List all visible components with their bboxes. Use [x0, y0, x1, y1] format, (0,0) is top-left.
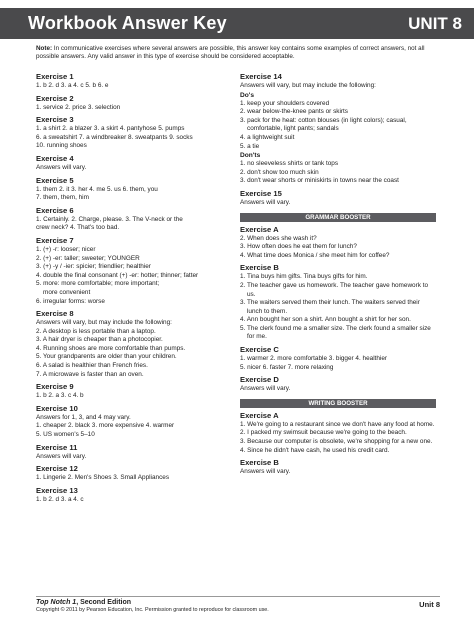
exercise-heading: Exercise 12	[36, 464, 78, 474]
answer-line: 3. pack for the heat: cotton blouses (in light colors); casual,	[240, 116, 407, 124]
answer-line: Answers will vary.	[240, 468, 291, 476]
answer-line: 3. The waiters served them their lunch. The waiters served their lunch to them.	[240, 299, 420, 315]
answer-line: 2. wear below-the-knee pants or skirts	[240, 108, 348, 116]
answer-line: 3. don't wear shorts or miniskirts in towns near the coast	[240, 177, 399, 185]
answer-line: 5. The clerk found me a smaller size. The clerk found a smaller size for me.	[240, 324, 431, 341]
exercise-heading: Exercise 10	[36, 403, 78, 413]
answer-line: 1. b 2. d 3. a 4. c 5. b 6. e	[36, 82, 109, 89]
footer-title	[36, 599, 440, 606]
note-paragraph	[36, 45, 436, 61]
answer-line: Answers for 1, 3, and 4 may vary.	[36, 413, 131, 421]
exercise-heading: Exercise A	[240, 410, 279, 420]
answer-line: comfortable, light pants; sandals	[247, 125, 339, 133]
answer-line: 1. a shirt 2. a blazer 3. a skirt 4. pantyhose 5. pumps	[36, 125, 185, 133]
answer-line: 1. cheaper 2. black 3. more expensive 4. warmer	[36, 422, 175, 430]
answer-line: 1. warmer 2. more comfortable 3. bigger 4. healthier	[240, 355, 388, 363]
answer-line: 1. service 2. price 3. selection	[36, 103, 121, 111]
note-text: In communicative exercises where several answers are possible, this answer key contains some examples of correct answers, not all possible answers. Any valid answer in this type of exercise should be considered acceptable.	[36, 45, 425, 60]
exercise-heading: Exercise 11	[36, 442, 78, 452]
exercise-heading: Exercise 6	[36, 205, 74, 215]
answer-line: 4. Since he didn't have cash, he used his credit card.	[240, 446, 390, 454]
answer-line: 1. b 2. a 3. c 4. b	[36, 392, 84, 400]
answer-line: 1. keep your shoulders covered	[240, 99, 330, 107]
answer-line: 3. (+) -y / -ier: spicier; friendlier; healthier	[36, 263, 151, 271]
answer-line: Answers will vary.	[240, 198, 291, 206]
answer-line: 1. (+) -r: looser; nicer	[36, 245, 96, 253]
page-footer	[36, 596, 440, 614]
answer-line: 4. What time does Monica / she meet him for coffee?	[240, 251, 390, 259]
answer-line: 5. a tie	[240, 142, 260, 150]
answer-line: 4. a lightweight suit	[240, 133, 295, 141]
answer-line: 4. Ann bought her son a shirt. Ann bought a shirt for her son.	[240, 316, 411, 324]
section-banner: WRITING BOOSTER	[240, 399, 436, 408]
answer-line: 1. We're going to a restaurant since we don't have any food at home.	[240, 420, 435, 428]
answer-line: 4. Running shoes are more comfortable than pumps.	[36, 344, 186, 352]
answer-line: 2. don't show too much skin	[240, 168, 319, 176]
answer-line: 7. A microwave is faster than an oven.	[36, 370, 144, 378]
answer-line: 5. more: more comfortable; more important;	[36, 280, 160, 288]
answer-line: Answers will vary.	[240, 385, 291, 393]
answer-line: Answers will vary, but may include the following:	[36, 319, 172, 327]
answer-line: 1. b 2. d 3. a 4. c	[36, 495, 84, 503]
answer-line: 2. A desktop is less portable than a laptop.	[36, 327, 156, 335]
answer-line: Answers will vary, but may include the following:	[240, 82, 376, 89]
note-label: Note:	[36, 45, 53, 52]
subheading: Don'ts	[240, 152, 261, 160]
exercise-heading: Exercise 8	[36, 309, 74, 319]
answer-line: 5. nicer 6. faster 7. more relaxing	[240, 363, 334, 371]
subheading: Do's	[240, 91, 255, 99]
answer-line: 6. A salad is healthier than French fries.	[36, 362, 148, 370]
answer-line: 2. (+) -er: taller; sweeter; YOUNGER	[36, 254, 140, 262]
book-edition: , Second Edition	[76, 599, 132, 606]
answer-line: 3. How often does he eat them for lunch?	[240, 243, 357, 251]
exercise-heading: Exercise C	[240, 345, 279, 355]
answer-line: Answers will vary.	[36, 163, 87, 171]
exercise-heading: Exercise A	[240, 224, 279, 234]
answer-line: 5. Your grandparents are older than your children.	[36, 353, 177, 361]
exercise-heading: Exercise 15	[240, 188, 282, 198]
answer-line: Answers will vary.	[36, 452, 87, 460]
answer-line: 3. Because our computer is obsolete, we're shopping for a new one.	[240, 438, 433, 446]
exercise-heading: Exercise 1	[36, 72, 74, 81]
answer-line: 5. US women's 5–10	[36, 431, 95, 439]
exercise-heading: Exercise B	[240, 263, 279, 273]
exercise-heading: Exercise 9	[36, 382, 74, 392]
footer-unit: Unit 8	[419, 600, 440, 609]
page-header	[0, 8, 474, 39]
exercise-heading: Exercise B	[240, 458, 279, 468]
unit-label: UNIT 8	[408, 13, 462, 33]
answer-line: 4. double the final consonant (+) -er: hotter; thinner; fatter	[36, 271, 199, 279]
answer-line: 2. When does she wash it?	[240, 234, 317, 242]
answer-line: 6. a sweatshirt 7. a windbreaker 8. sweatpants 9. socks	[36, 133, 193, 141]
left-column	[36, 72, 232, 504]
answer-line: 2. I packed my swimsuit because we're going to the beach.	[240, 429, 407, 437]
page-title: Workbook Answer Key	[28, 13, 227, 33]
answer-line: crew neck? 4. That's too bad.	[36, 224, 120, 232]
answer-line: 3. A hair dryer is cheaper than a photocopier.	[36, 336, 163, 344]
exercise-heading: Exercise 7	[36, 235, 74, 245]
answer-line: more convenient	[43, 288, 91, 296]
exercise-heading: Exercise 13	[36, 485, 78, 495]
answer-line: 10. running shoes	[36, 142, 87, 150]
answer-line: 6. irregular forms: worse	[36, 297, 105, 305]
exercise-heading: Exercise 4	[36, 153, 74, 163]
exercise-heading: Exercise 5	[36, 175, 74, 185]
answer-line: 1. Certainly. 2. Charge, please. 3. The V-neck or the	[36, 215, 183, 223]
book-title: Top Notch 1	[36, 599, 77, 606]
answer-line: 1. no sleeveless shirts or tank tops	[240, 160, 339, 168]
answer-line: 1. Lingerie 2. Men's Shoes 3. Small Appliances	[36, 474, 170, 482]
exercise-heading: Exercise 14	[240, 72, 282, 81]
exercise-heading: Exercise D	[240, 375, 279, 385]
right-column	[240, 72, 436, 477]
copyright-line: Copyright © 2011 by Pearson Education, Inc. Permission granted to reproduce for classroom use.	[36, 607, 269, 613]
exercise-heading: Exercise 2	[36, 93, 74, 103]
answer-line: 1. Tina buys him gifts. Tina buys gifts for him.	[240, 273, 368, 281]
answer-line: 1. them 2. it 3. her 4. me 5. us 6. them, you	[36, 185, 158, 193]
answer-line: 7. them, them, him	[36, 194, 89, 202]
section-banner: GRAMMAR BOOSTER	[240, 213, 436, 222]
exercise-heading: Exercise 3	[36, 115, 74, 125]
answer-line: 2. The teacher gave us homework. The teacher gave homework to us.	[240, 281, 429, 298]
